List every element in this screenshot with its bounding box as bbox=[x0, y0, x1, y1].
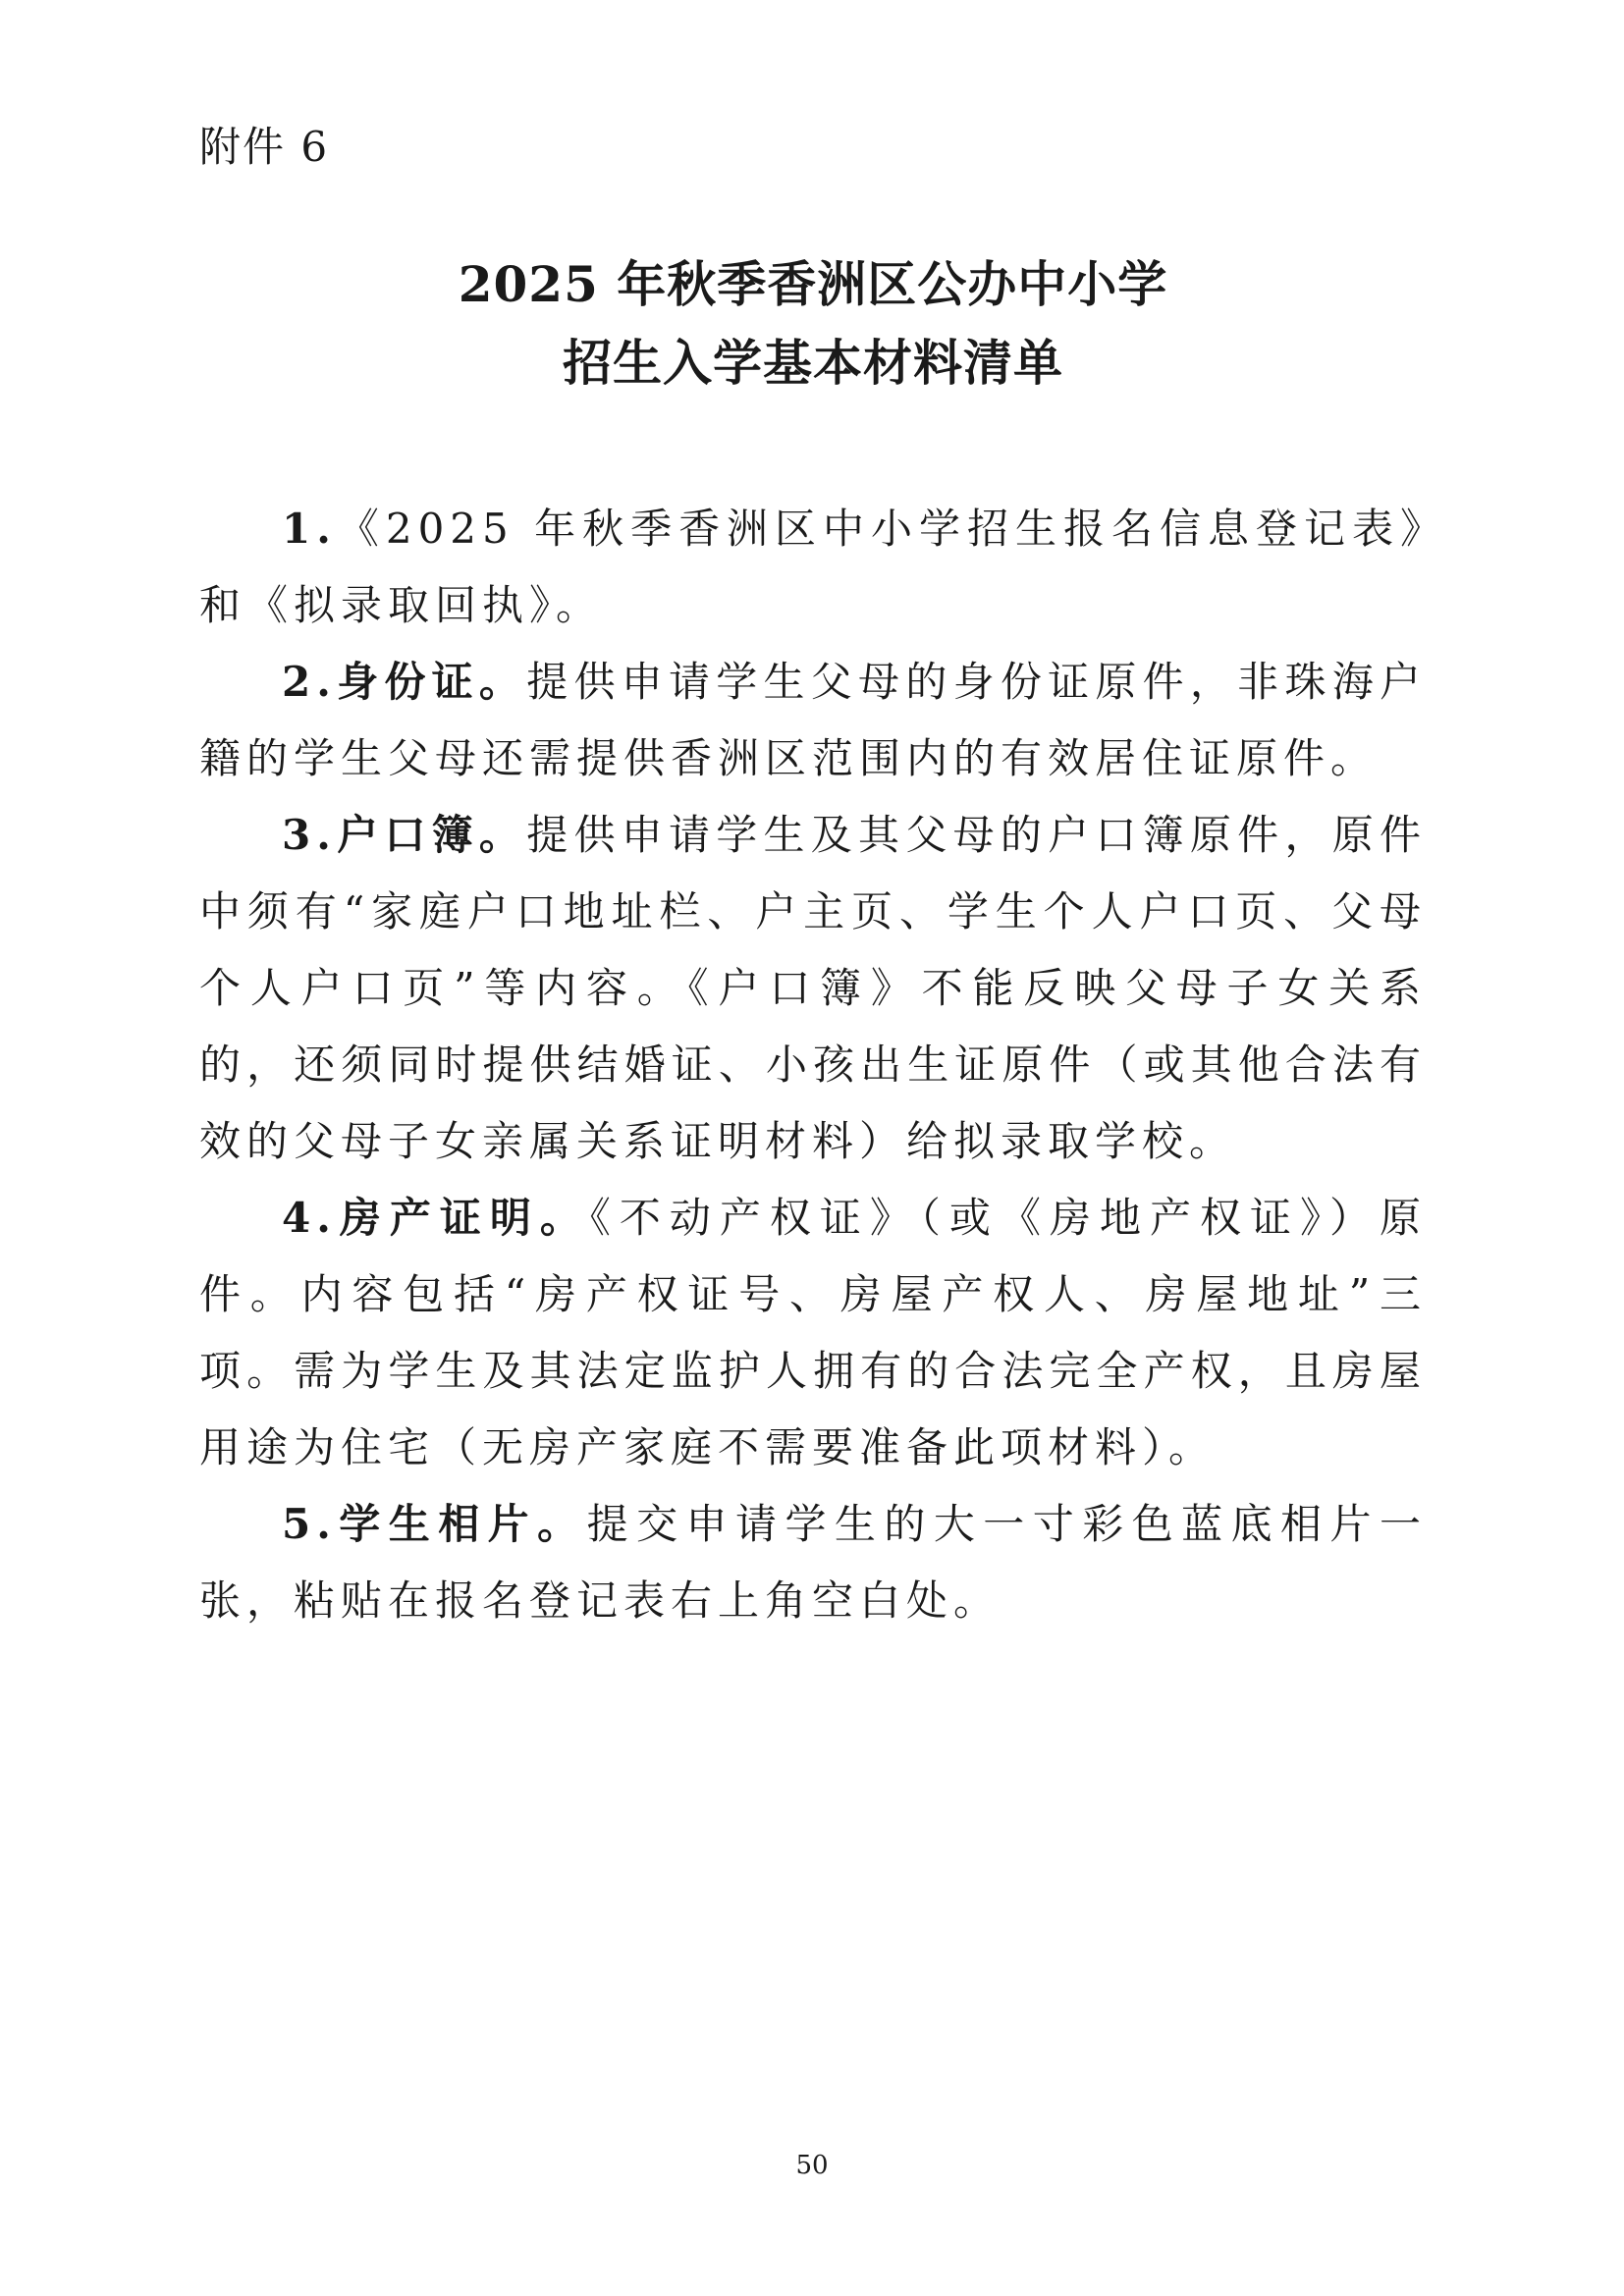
item-heading: 3.户口簿。 bbox=[282, 811, 527, 859]
materials-list bbox=[199, 491, 1427, 1639]
item-heading: 4.房产证明。 bbox=[282, 1194, 590, 1242]
item-heading: 1. bbox=[282, 505, 337, 553]
page-number: 50 bbox=[795, 2151, 829, 2180]
list-item-property-certificate bbox=[199, 1180, 1427, 1486]
item-heading: 5.学生相片。 bbox=[282, 1500, 587, 1548]
list-item-id-card bbox=[199, 644, 1427, 797]
title-line-1: 2025 年秋季香洲区公办中小学 bbox=[458, 255, 1168, 313]
item-heading: 2.身份证。 bbox=[282, 658, 527, 706]
item-text: 提交申请学生的大一寸彩色蓝底相片一张，粘贴在报名登记表右上角空白处。 bbox=[199, 1500, 1427, 1625]
item-text: 《不动产权证》（或《房地产权证》）原件。内容包括“房产权证号、房屋产权人、房屋地址”三项。需为学生及其法定监护人拥有的合法完全产权，且房屋用途为住宅（无房产家庭不需要准备此项材料）。 bbox=[199, 1194, 1427, 1471]
title-line-2: 招生入学基本材料清单 bbox=[563, 334, 1063, 392]
list-item-student-photo bbox=[199, 1486, 1427, 1639]
list-item-household-register bbox=[199, 797, 1427, 1180]
document-title bbox=[199, 245, 1427, 402]
attachment-label: 附件 6 bbox=[199, 123, 330, 171]
item-text: 《2025 年秋季香洲区中小学招生报名信息登记表》和《拟录取回执》。 bbox=[199, 505, 1427, 629]
item-text: 提供申请学生父母的身份证原件，非珠海户籍的学生父母还需提供香洲区范围内的有效居住证原件。 bbox=[199, 658, 1427, 782]
item-text: 提供申请学生及其父母的户口簿原件，原件中须有“家庭户口地址栏、户主页、学生个人户口页、父母个人户口页”等内容。《户口簿》不能反映父母子女关系的，还须同时提供结婚证、小孩出生证原件（或其他合法有效的父母子女亲属关系证明材料）给拟录取学校。 bbox=[199, 811, 1427, 1165]
list-item-registration-form bbox=[199, 491, 1427, 644]
